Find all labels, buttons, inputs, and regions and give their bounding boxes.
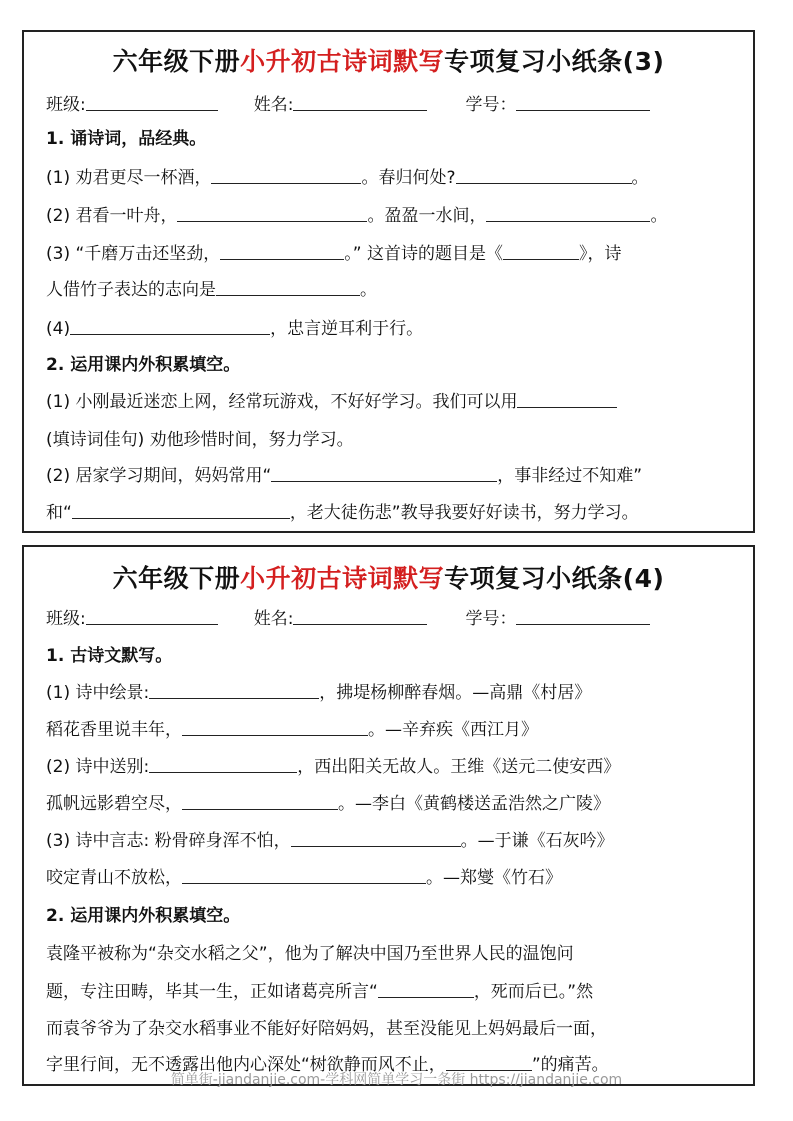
number-label: 学号： <box>465 609 517 629</box>
answer-blank[interactable] <box>177 205 367 222</box>
answer-blank[interactable] <box>182 719 368 736</box>
answer-blank[interactable] <box>271 465 497 482</box>
answer-blank[interactable] <box>182 793 338 810</box>
question-1: (1) 诗中绘景: ，拂堤杨柳醉春烟。—高鼎《村居》 <box>46 683 592 703</box>
name-field[interactable] <box>293 608 427 625</box>
answer-blank[interactable] <box>503 243 579 260</box>
fill-question-1-cont: (填诗词佳句) 劝他珍惜时间，努力学习。 <box>46 430 354 450</box>
title-suffix: 专项复习小纸条(4) <box>444 564 665 593</box>
answer-blank[interactable] <box>291 830 461 847</box>
answer-blank[interactable] <box>486 205 650 222</box>
answer-blank[interactable] <box>211 167 361 184</box>
question-1-cont: 稻花香里说丰年， 。—辛弃疾《西江月》 <box>46 720 538 740</box>
class-field[interactable] <box>86 94 218 111</box>
worksheet-card-3 <box>22 30 755 533</box>
number-label: 学号： <box>465 95 517 115</box>
answer-blank[interactable] <box>378 981 474 998</box>
question-3-cont: 人借竹子表达的志向是 。 <box>46 280 377 300</box>
name-label: 姓名: <box>253 95 294 115</box>
fill-question-1: (1) 小刚最近迷恋上网，经常玩游戏，不好好学习。我们可以用 <box>46 387 617 412</box>
name-label: 姓名: <box>253 609 294 629</box>
fill-question-2-cont: 和“ ，老大徒伤悲”教导我要好好读书，努力学习。 <box>46 503 639 523</box>
question-3-cont: 咬定青山不放松， 。—郑燮《竹石》 <box>46 868 562 888</box>
answer-blank[interactable] <box>70 318 270 335</box>
class-label: 班级: <box>46 95 86 115</box>
answer-blank[interactable] <box>456 167 632 184</box>
fill-question-2: (2) 居家学习期间，妈妈常用“ ，事非经过不知难” <box>46 466 643 486</box>
question-2-cont: 孤帆远影碧空尽， 。—李白《黄鹤楼送孟浩然之广陵》 <box>46 794 610 814</box>
answer-blank[interactable] <box>517 391 617 408</box>
title-prefix: 六年级下册 <box>112 564 241 593</box>
question-3: (3) “千磨万击还坚劲， 。” 这首诗的题目是《 》，诗 <box>46 244 622 264</box>
worksheet-card-4 <box>22 545 755 1086</box>
passage-line-4: 字里行间，无不透露出他内心深处“树欲静而风不止， ”的痛苦。 <box>46 1055 609 1075</box>
passage-line-1: 袁隆平被称为“杂交水稻之父”，他为了解决中国乃至世界人民的温饱问 <box>46 944 574 964</box>
card-title <box>24 42 753 78</box>
class-field[interactable] <box>86 608 218 625</box>
title-prefix: 六年级下册 <box>112 47 241 76</box>
question-4: (4) ，忠言逆耳利于行。 <box>46 319 424 339</box>
student-info-row <box>46 90 650 115</box>
passage-line-3: 而袁爷爷为了杂交水稻事业不能好好陪妈妈，甚至没能见上妈妈最后一面， <box>46 1019 607 1039</box>
answer-blank[interactable] <box>182 867 426 884</box>
question-2: (2) 诗中送别: ，西出阳关无故人。王维《送元二使安西》 <box>46 757 621 777</box>
name-field[interactable] <box>293 94 427 111</box>
section-heading-1: 1. 古诗文默写。 <box>46 646 173 666</box>
answer-blank[interactable] <box>216 279 360 296</box>
section-heading-2: 2. 运用课内外积累填空。 <box>46 355 241 375</box>
title-highlight: 小升初古诗词默写 <box>240 564 445 593</box>
passage-line-2: 题，专注田畴，毕其一生，正如诸葛亮所言“ ，死而后已。”然 <box>46 982 594 1002</box>
class-label: 班级: <box>46 609 86 629</box>
footer-watermark: 简单街-jiandanjie.com-学科网简单学习一条街 https://jiandanjie.com <box>170 1072 623 1088</box>
question-3: (3) 诗中言志: 粉骨碎身浑不怕， 。—于谦《石灰吟》 <box>46 831 614 851</box>
title-highlight: 小升初古诗词默写 <box>240 47 445 76</box>
answer-blank[interactable] <box>220 243 344 260</box>
section-heading-2: 2. 运用课内外积累填空。 <box>46 906 241 926</box>
question-1: (1) 劝君更尽一杯酒， 。春归何处? 。 <box>46 168 649 188</box>
number-field[interactable] <box>516 94 650 111</box>
answer-blank[interactable] <box>149 682 319 699</box>
card-title <box>24 559 753 595</box>
title-suffix: 专项复习小纸条(3) <box>444 47 665 76</box>
section-heading-1: 1. 诵诗词，品经典。 <box>46 129 207 149</box>
answer-blank[interactable] <box>72 502 290 519</box>
answer-blank[interactable] <box>149 756 297 773</box>
student-info-row <box>46 604 650 629</box>
question-2: (2) 君看一叶舟， 。盈盈一水间， 。 <box>46 206 668 226</box>
number-field[interactable] <box>516 608 650 625</box>
